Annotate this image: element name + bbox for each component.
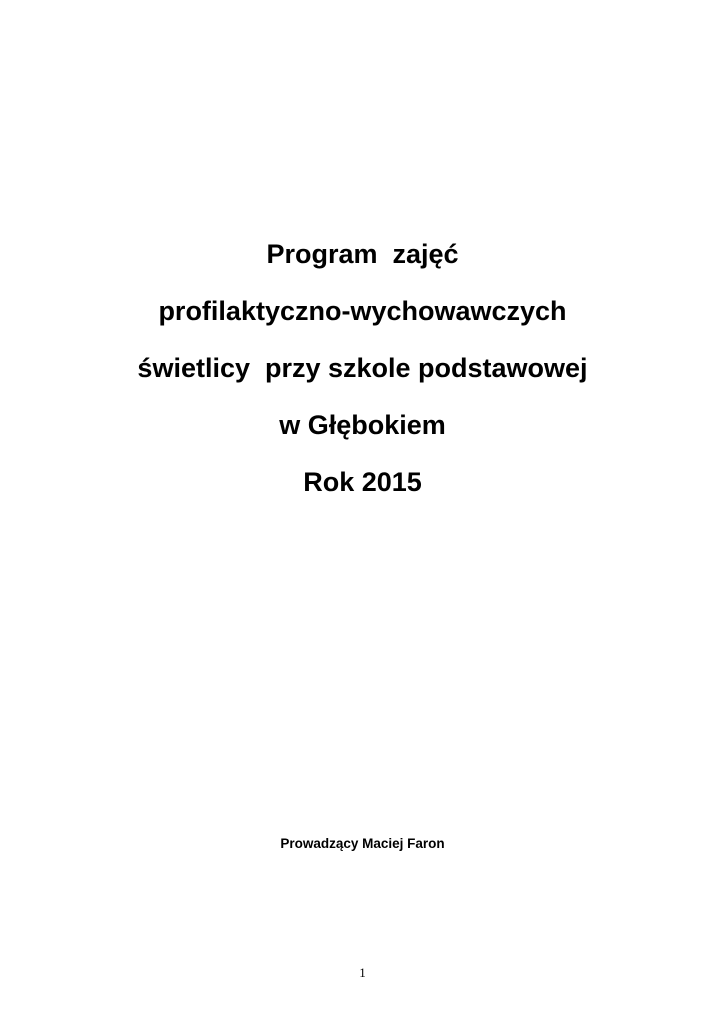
- title-line-location: w Głębokiem: [279, 410, 446, 440]
- title-line-year: Rok 2015: [303, 467, 422, 497]
- page-number: 1: [359, 965, 366, 980]
- title-line-program: Program zajęć: [266, 239, 459, 269]
- author-line: Prowadzący Maciej Faron: [280, 836, 445, 851]
- title-line-institution: świetlicy przy szkole podstawowej: [137, 353, 588, 383]
- title-line-subject: profilaktyczno-wychowawczych: [158, 296, 567, 326]
- document-title: [0, 226, 725, 511]
